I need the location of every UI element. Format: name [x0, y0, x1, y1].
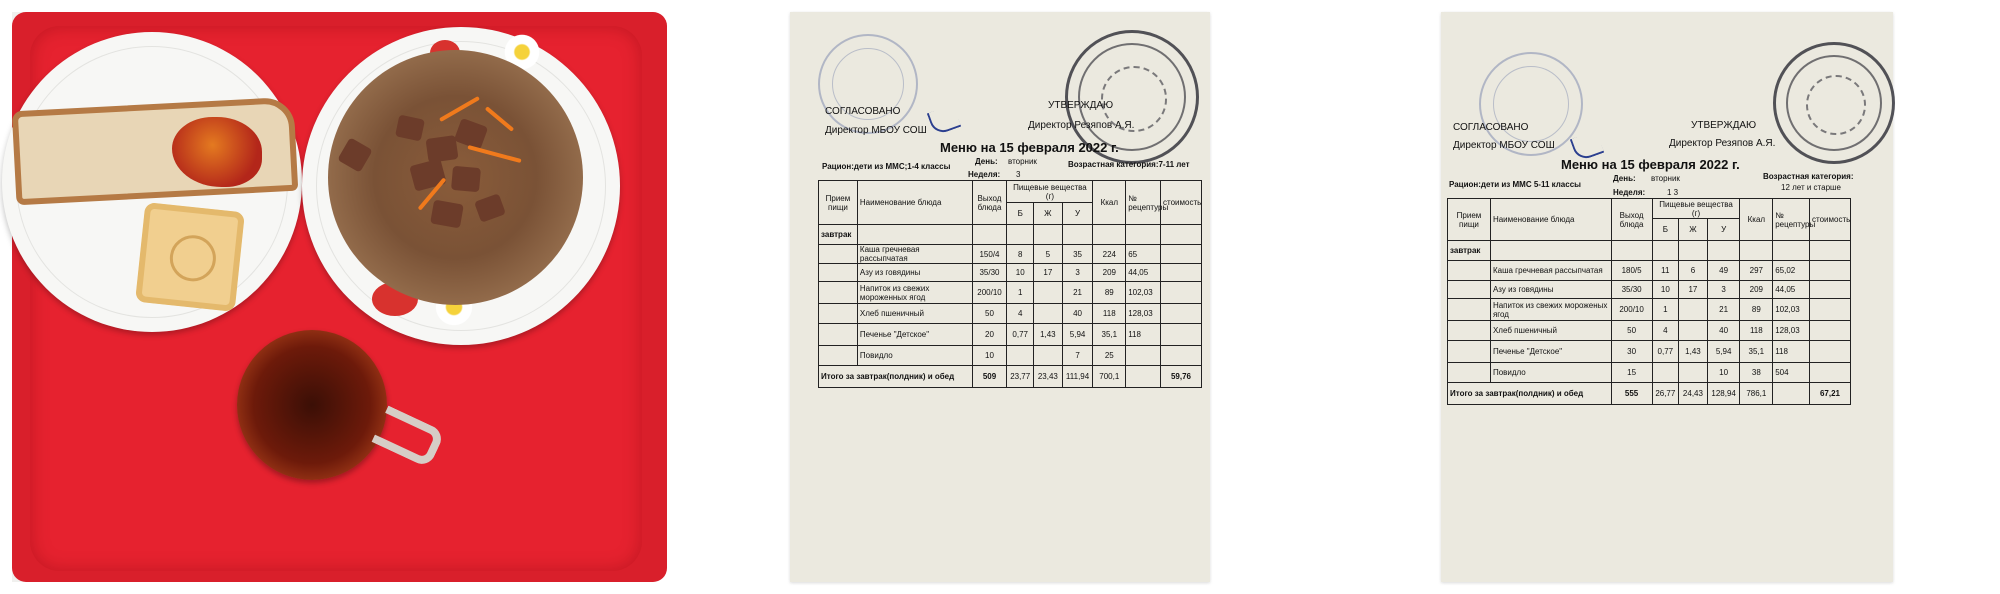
total-kcal: 786,1: [1740, 383, 1773, 405]
dish-b: 10: [1007, 264, 1034, 282]
header-cost: стоимость: [1810, 199, 1851, 241]
header-zh: Ж: [1034, 203, 1063, 225]
dish-b: 0,77: [1652, 341, 1679, 363]
director-left-label: Директор МБОУ СОШ: [1453, 140, 1555, 151]
dish-yield: 50: [972, 304, 1007, 324]
table-row: [1448, 341, 1851, 363]
table-row: [819, 264, 1202, 282]
dish-cost: [1161, 245, 1202, 264]
header-yield: Выход блюда: [1611, 199, 1652, 241]
day-label: День:: [975, 157, 998, 166]
dish-yield: 15: [1611, 363, 1652, 383]
total-cost: 67,21: [1810, 383, 1851, 405]
dish-yield: 200/10: [1611, 299, 1652, 321]
total-u: 111,94: [1062, 366, 1093, 388]
approved-right-label: УТВЕРЖДАЮ: [1048, 100, 1114, 111]
total-row: [1448, 383, 1851, 405]
dish-yield: 35/30: [1611, 281, 1652, 299]
header-meal: Прием пищи: [819, 181, 858, 225]
dish-kcal: 38: [1740, 363, 1773, 383]
dish-yield: 35/30: [972, 264, 1007, 282]
dish-cost: [1161, 324, 1202, 346]
dish-zh: [1034, 346, 1063, 366]
official-stamp: [1773, 42, 1895, 164]
dish-cost: [1810, 363, 1851, 383]
total-recipe: [1126, 366, 1161, 388]
dish-zh: [1679, 299, 1708, 321]
approved-left-label: СОГЛАСОВАНО: [1453, 122, 1529, 133]
tea-cup: [237, 330, 387, 480]
dish-cost: [1161, 346, 1202, 366]
dish-recipe: 102,03: [1773, 299, 1810, 321]
menu-title: Меню на 15 февраля 2022 г.: [940, 140, 1119, 155]
menu-table: [1447, 198, 1851, 405]
age-value: 12 лет и старше: [1781, 183, 1841, 192]
total-kcal: 700,1: [1093, 366, 1126, 388]
total-u: 128,94: [1707, 383, 1740, 405]
table-row: [819, 282, 1202, 304]
menu-sheet-2: [1441, 12, 1893, 582]
dish-cost: [1810, 281, 1851, 299]
dish-u: 5,94: [1062, 324, 1093, 346]
header-u: У: [1707, 219, 1740, 241]
table-row: [819, 304, 1202, 324]
dish-recipe: 128,03: [1126, 304, 1161, 324]
dish-yield: 180/5: [1611, 261, 1652, 281]
dish-name: Хлеб пшеничный: [1490, 321, 1611, 341]
dish-yield: 10: [972, 346, 1007, 366]
dish-zh: 5: [1034, 245, 1063, 264]
dish-b: 0,77: [1007, 324, 1034, 346]
meal-photo: [12, 12, 655, 582]
faint-stamp-left: [818, 34, 918, 134]
header-recipe: № рецептуры: [1773, 199, 1810, 241]
header-dish: Наименование блюда: [1490, 199, 1611, 241]
approved-left-label: СОГЛАСОВАНО: [825, 106, 901, 117]
table-row: [1448, 261, 1851, 281]
header-yield: Выход блюда: [972, 181, 1007, 225]
dish-zh: 1,43: [1034, 324, 1063, 346]
dish-recipe: 65: [1126, 245, 1161, 264]
dish-yield: 20: [972, 324, 1007, 346]
dish-kcal: 118: [1093, 304, 1126, 324]
table-row: [1448, 281, 1851, 299]
dish-b: 10: [1652, 281, 1679, 299]
table-row: [1448, 299, 1851, 321]
dish-u: 5,94: [1707, 341, 1740, 363]
dish-name: Печенье "Детское": [1490, 341, 1611, 363]
dish-zh: [1679, 321, 1708, 341]
header-kcal: Ккал: [1093, 181, 1126, 225]
meal-name: завтрак: [1448, 241, 1491, 261]
dish-zh: 17: [1679, 281, 1708, 299]
header-dish: Наименование блюда: [857, 181, 972, 225]
dish-cost: [1810, 341, 1851, 363]
total-yield: 509: [972, 366, 1007, 388]
dish-kcal: 209: [1093, 264, 1126, 282]
week-value: 1 3: [1667, 188, 1679, 197]
table-row: [819, 346, 1202, 366]
dish-yield: 50: [1611, 321, 1652, 341]
week-label: Неделя:: [968, 170, 1001, 179]
ration-label: Рацион:дети из ММС;1-4 классы: [822, 162, 951, 171]
day-label: День:: [1613, 174, 1636, 183]
dish-recipe: 504: [1773, 363, 1810, 383]
dish-name: Напиток из свежих мороженых ягод: [1490, 299, 1611, 321]
dish-recipe: 44,05: [1773, 281, 1810, 299]
dish-name: Напиток из свежих мороженных ягод: [857, 282, 972, 304]
age-category: Возрастная категория:: [1763, 172, 1854, 181]
day-value: вторник: [1008, 157, 1037, 166]
dish-name: Азу из говядины: [1490, 281, 1611, 299]
dish-kcal: 35,1: [1740, 341, 1773, 363]
dish-name: Печенье "Детское": [857, 324, 972, 346]
dish-b: 4: [1007, 304, 1034, 324]
dish-cost: [1810, 299, 1851, 321]
dish-recipe: 102,03: [1126, 282, 1161, 304]
dish-yield: 30: [1611, 341, 1652, 363]
header-b: Б: [1652, 219, 1679, 241]
dish-kcal: 224: [1093, 245, 1126, 264]
total-zh: 24,43: [1679, 383, 1708, 405]
dish-zh: [1034, 282, 1063, 304]
dish-u: 40: [1062, 304, 1093, 324]
week-value: 3: [1016, 170, 1021, 179]
menu-title: Меню на 15 февраля 2022 г.: [1561, 157, 1740, 172]
meal-name: завтрак: [819, 225, 858, 245]
dish-zh: [1034, 304, 1063, 324]
director-right-label: Директор Резяпов А.Я.: [1669, 138, 1776, 149]
dish-recipe: 65,02: [1773, 261, 1810, 281]
total-recipe: [1773, 383, 1810, 405]
dish-recipe: 128,03: [1773, 321, 1810, 341]
dish-recipe: 118: [1126, 324, 1161, 346]
dish-name: Каша гречневая рассыпчатая: [1490, 261, 1611, 281]
total-b: 23,77: [1007, 366, 1034, 388]
dish-cost: [1810, 321, 1851, 341]
dish-b: 11: [1652, 261, 1679, 281]
dish-u: 3: [1062, 264, 1093, 282]
dish-name: Каша гречневая рассыпчатая: [857, 245, 972, 264]
table-row: [1448, 321, 1851, 341]
header-b: Б: [1007, 203, 1034, 225]
beef-piece: [425, 135, 458, 163]
menu-table: [818, 180, 1202, 388]
dish-kcal: 118: [1740, 321, 1773, 341]
dish-yield: 150/4: [972, 245, 1007, 264]
header-u: У: [1062, 203, 1093, 225]
dish-u: 40: [1707, 321, 1740, 341]
header-recipe: № рецептуры: [1126, 181, 1161, 225]
total-label: Итого за завтрак(полдник) и обед: [1448, 383, 1612, 405]
director-left-label: Директор МБОУ СОШ: [825, 125, 927, 136]
dish-kcal: 89: [1740, 299, 1773, 321]
cookie: [135, 202, 245, 312]
total-zh: 23,43: [1034, 366, 1063, 388]
total-label: Итого за завтрак(полдник) и обед: [819, 366, 973, 388]
dish-u: 7: [1062, 346, 1093, 366]
dish-b: 4: [1652, 321, 1679, 341]
dish-b: [1007, 346, 1034, 366]
approved-right-label: УТВЕРЖДАЮ: [1691, 120, 1757, 131]
dish-u: 35: [1062, 245, 1093, 264]
dish-b: 8: [1007, 245, 1034, 264]
dish-cost: [1161, 264, 1202, 282]
header-zh: Ж: [1679, 219, 1708, 241]
day-value: вторник: [1651, 174, 1680, 183]
beef-piece: [430, 200, 464, 229]
total-cost: 59,76: [1161, 366, 1202, 388]
dish-zh: [1679, 363, 1708, 383]
dish-b: 1: [1007, 282, 1034, 304]
dish-name: Повидло: [857, 346, 972, 366]
dish-kcal: 35,1: [1093, 324, 1126, 346]
dish-yield: 200/10: [972, 282, 1007, 304]
dish-cost: [1161, 282, 1202, 304]
dish-name: Азу из говядины: [857, 264, 972, 282]
director-right-label: Директор Резяпов А.Я.: [1028, 120, 1135, 131]
dish-u: 21: [1062, 282, 1093, 304]
dish-zh: 1,43: [1679, 341, 1708, 363]
table-row: [819, 245, 1202, 264]
header-nutrients: Пищевые вещества (г): [1007, 181, 1093, 203]
dish-u: 49: [1707, 261, 1740, 281]
dish-kcal: 25: [1093, 346, 1126, 366]
table-row: [819, 324, 1202, 346]
dish-recipe: 44,05: [1126, 264, 1161, 282]
age-category: Возрастная категория:7-11 лет: [1068, 160, 1190, 169]
dish-b: 1: [1652, 299, 1679, 321]
header-nutrients: Пищевые вещества (г): [1652, 199, 1740, 219]
header-kcal: Ккал: [1740, 199, 1773, 241]
menu-sheet-1: [790, 12, 1210, 582]
ration-label: Рацион:дети из ММС 5-11 классы: [1449, 180, 1581, 189]
dish-u: 21: [1707, 299, 1740, 321]
dish-kcal: 89: [1093, 282, 1126, 304]
dish-kcal: 297: [1740, 261, 1773, 281]
dish-b: [1652, 363, 1679, 383]
signature: [927, 104, 962, 136]
dish-u: 10: [1707, 363, 1740, 383]
table-row: [1448, 363, 1851, 383]
dish-cost: [1810, 261, 1851, 281]
dish-name: Хлеб пшеничный: [857, 304, 972, 324]
total-b: 26,77: [1652, 383, 1679, 405]
header-cost: стоимость: [1161, 181, 1202, 225]
dish-cost: [1161, 304, 1202, 324]
dish-zh: 17: [1034, 264, 1063, 282]
dish-u: 3: [1707, 281, 1740, 299]
week-label: Неделя:: [1613, 188, 1646, 197]
dish-zh: 6: [1679, 261, 1708, 281]
beef-piece: [451, 166, 481, 192]
dish-recipe: 118: [1773, 341, 1810, 363]
total-row: [819, 366, 1202, 388]
dish-recipe: [1126, 346, 1161, 366]
dish-name: Повидло: [1490, 363, 1611, 383]
header-meal: Прием пищи: [1448, 199, 1491, 241]
total-yield: 555: [1611, 383, 1652, 405]
dish-kcal: 209: [1740, 281, 1773, 299]
